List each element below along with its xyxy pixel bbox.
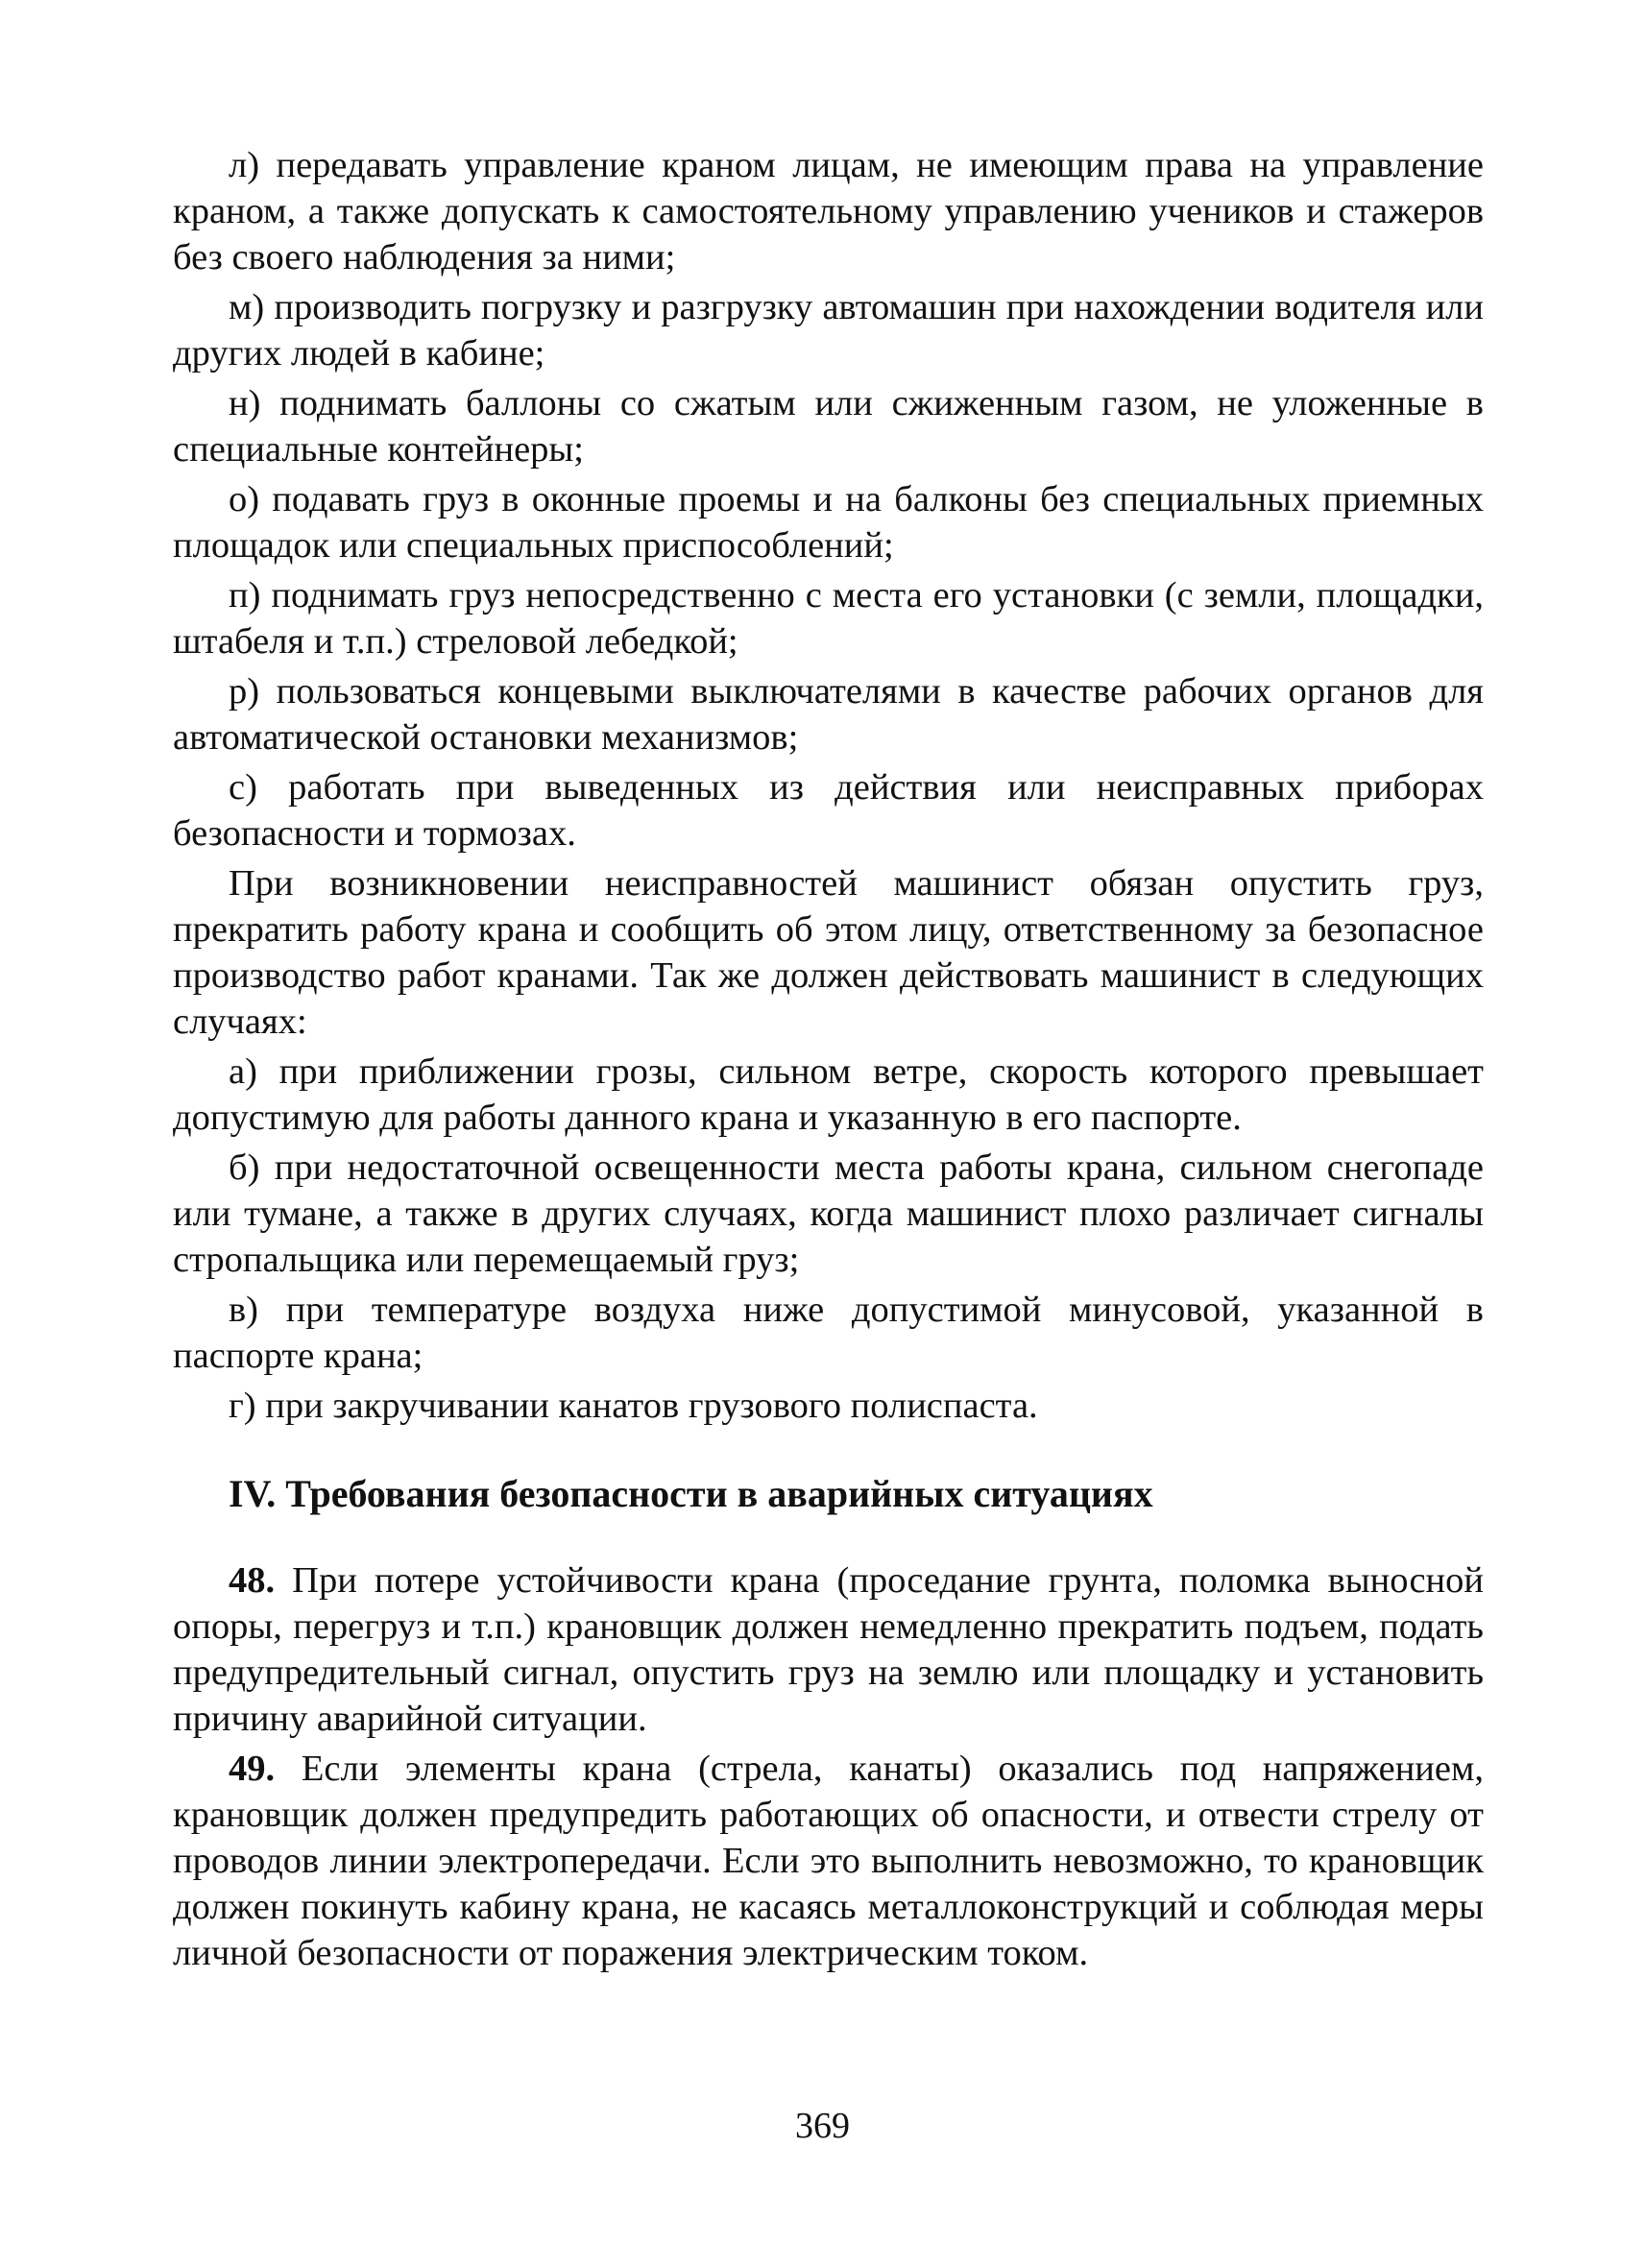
case-item-b: б) при недостаточной освещенности места работы крана, сильном снегопаде или тумане, а также в других случаях, когда машинист плохо различает сигналы стропальщика или перемещаемый груз; (173, 1147, 1484, 1280)
list-item-p: п) поднимать груз непосредственно с места его установки (с земли, площадки, штабеля и т.п.) стреловой лебедкой; (173, 575, 1484, 662)
case-item-v: в) при температуре воздуха ниже допустимой минусовой, указанной в паспорте крана; (173, 1290, 1484, 1376)
list-item-r: р) пользоваться концевыми выключателями в качестве рабочих органов для автоматической остановки механизмов; (173, 671, 1484, 758)
clause-48 (173, 1557, 1484, 1742)
page-number: 369 (795, 2106, 850, 2146)
clause-text: Если элементы крана (стрела, канаты) оказались под напряжением, крановщик должен предупредить работающих об опасности, и отвести стрелу от проводов линии электропередачи. Если это выполнить невозможно, то крановщик должен покинуть кабину крана, не касаясь металлоконструкций и соблюдая меры личной безопасности от поражения электрическим током. (173, 1749, 1484, 1973)
list-item-n: н) поднимать баллоны со сжатым или сжиженным газом, не уложенные в специальные контейнеры; (173, 383, 1484, 470)
case-item-a: а) при приближении грозы, сильном ветре, скорость которого превышает допустимую для работы данного крана и указанную в его паспорте. (173, 1051, 1484, 1138)
case-item-g: г) при закручивании канатов грузового полиспаста. (229, 1386, 1038, 1426)
paragraph-malfunction: При возникновении неисправностей машинист обязан опустить груз, прекратить работу крана и сообщить об этом лицу, ответственному за безопасное производство работ кранами. Так же должен действовать машинист в следующих случаях: (173, 863, 1484, 1042)
clause-49 (173, 1746, 1484, 1976)
section-heading: IV. Требования безопасности в аварийных ситуациях (229, 1472, 1153, 1515)
list-item-o: о) подавать груз в оконные проемы и на балконы без специальных приемных площадок или специальных приспособлений; (173, 479, 1484, 566)
list-item-l: л) передавать управление краном лицам, не имеющим права на управление краном, а также допускать к самостоятельному управлению учеников и стажеров без своего наблюдения за ними; (173, 145, 1484, 277)
clause-number: 48. (229, 1560, 276, 1601)
list-item-m: м) производить погрузку и разгрузку автомашин при нахождении водителя или других людей в кабине; (173, 287, 1484, 374)
text-column (173, 142, 1484, 1980)
clause-text: При потере устойчивости крана (проседание грунта, поломка выносной опоры, перегруз и т.п.) крановщик должен немедленно прекратить подъем, подать предупредительный сигнал, опустить груз на землю или площадку и установить причину аварийной ситуации. (173, 1560, 1485, 1739)
list-item-s: с) работать при выведенных из действия или неисправных приборах безопасности и тормозах. (173, 767, 1484, 854)
clause-number: 49. (229, 1749, 276, 1789)
